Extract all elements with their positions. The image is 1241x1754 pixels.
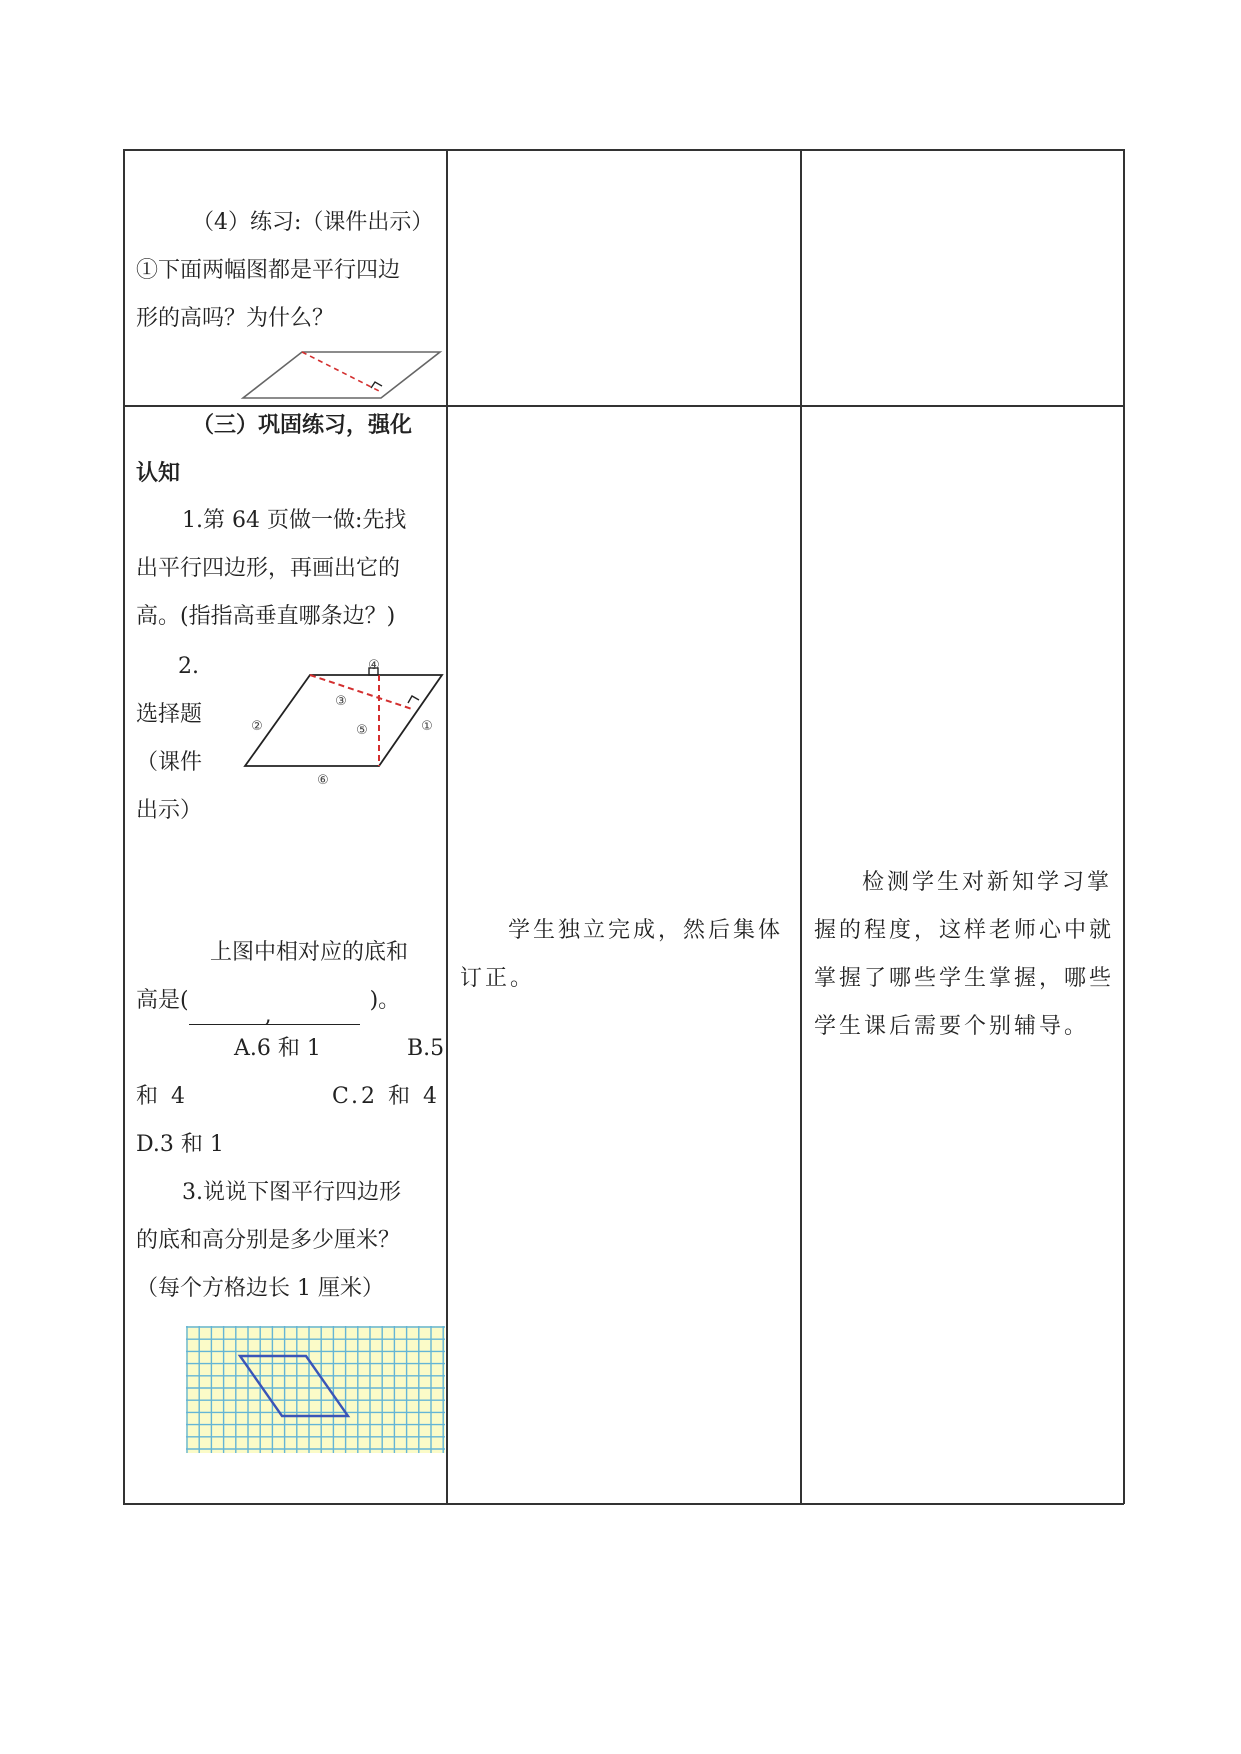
student-activity-line-1: 学生独立完成，然后集体: [508, 918, 784, 943]
option-c: C.2 和 4: [332, 1084, 441, 1109]
table-col-divider-2: [800, 149, 802, 1504]
item3-block: [136, 1169, 401, 1313]
option-d: D.3 和 1: [136, 1132, 224, 1157]
item2-label-line-1: 选择题: [136, 702, 203, 727]
design-intent-line-4: 学生课后需要个别辅导。: [814, 1014, 1090, 1039]
item2-number: 2.: [178, 654, 199, 679]
student-activity-line-2: 订正。: [460, 966, 536, 991]
item3-line-2: 的底和高分别是多少厘米？: [136, 1228, 401, 1253]
practice-block: [136, 199, 433, 343]
answer-comma: ,: [265, 992, 272, 1025]
section-heading-line-1: （三）巩固练习，强化: [192, 412, 413, 438]
consolidation-block: [136, 401, 412, 641]
table-border-right: [1123, 149, 1125, 1504]
labeled-parallelogram-figure: [238, 652, 446, 786]
option-b-continued: 和 4: [136, 1084, 188, 1109]
option-a: A.6 和 1: [234, 1036, 321, 1061]
answer-blank-1: [189, 992, 265, 1025]
section-heading-line-2: 认知: [136, 460, 181, 486]
answer-suffix: )。: [369, 988, 401, 1013]
practice-title: （4）练习:（课件出示）: [192, 210, 434, 235]
practice-question-line-2: 形的高吗？为什么？: [136, 306, 335, 331]
table-border-top: [123, 149, 1124, 151]
figure-label-2: ②: [251, 719, 263, 734]
figure-label-4: ④: [368, 658, 380, 673]
answer-blank-2: [272, 992, 360, 1025]
table-border-bottom: [123, 1503, 1124, 1505]
practice-question-line-1: ①下面两幅图都是平行四边: [136, 258, 401, 283]
design-intent-block: [814, 859, 1114, 1051]
design-intent-line-2: 握的程度，这样老师心中就: [814, 918, 1115, 943]
option-b: B.5: [407, 1036, 445, 1061]
design-intent-line-3: 掌握了哪些学生掌握，哪些: [814, 966, 1115, 991]
item2-label: [136, 691, 202, 835]
item1-line-2: 出平行四边形，再画出它的: [136, 556, 401, 581]
figure-label-5: ⑤: [356, 723, 368, 738]
item2-question: [136, 929, 409, 1028]
table-border-left: [123, 149, 125, 1504]
item3-line-1: 3.说说下图平行四边形: [182, 1180, 401, 1205]
figure-label-6: ⑥: [317, 773, 329, 786]
item1-line-3: 高。(指指高垂直哪条边？): [136, 604, 396, 629]
table-col-divider-1: [446, 149, 448, 1504]
answer-prefix: 高是(: [136, 988, 189, 1013]
design-intent-line-1: 检测学生对新知学习掌: [862, 870, 1113, 895]
parallelogram-figure-1: [240, 346, 446, 404]
figure-label-1: ①: [421, 719, 433, 734]
item2-label-line-2: （课件: [136, 750, 203, 775]
item2-label-line-3: 出示）: [136, 798, 203, 823]
item2-question-line-1: 上图中相对应的底和: [210, 940, 409, 965]
item2-question-line-2: [136, 977, 408, 1028]
grid-parallelogram-figure: [186, 1326, 445, 1453]
item1-line-1: 1.第 64 页做一做:先找: [182, 508, 407, 533]
item3-line-3: （每个方格边长 1 厘米）: [136, 1276, 384, 1301]
student-activity-block: [460, 907, 783, 1003]
figure-label-3: ③: [335, 694, 347, 709]
